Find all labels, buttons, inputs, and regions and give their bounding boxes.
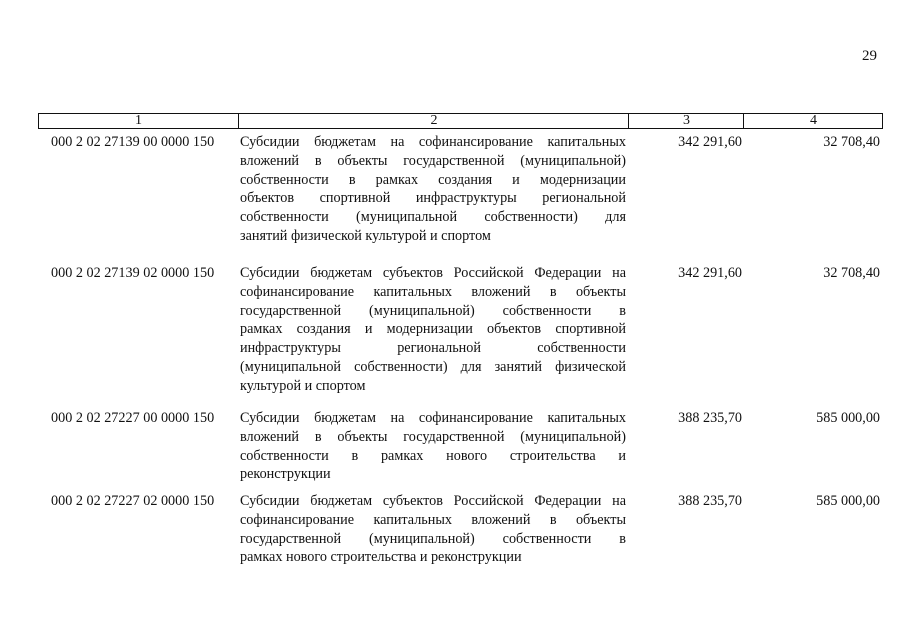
description-line: Субсидии бюджетам на софинансирование капитальных <box>240 134 626 150</box>
description-line: Субсидии бюджетам на софинансирование капитальных <box>240 410 626 426</box>
value-col-3: 388 235,70 <box>678 410 742 426</box>
description-line: рамках создания и модернизации объектов спортивной <box>240 321 626 338</box>
budget-code: 000 2 02 27139 02 0000 150 <box>51 265 215 281</box>
description-line: софинансирование капитальных вложений в объекты <box>240 283 626 300</box>
row-description <box>240 133 626 246</box>
budget-code: 000 2 02 27227 02 0000 150 <box>51 493 215 509</box>
row-description <box>240 409 626 484</box>
value-col-4: 585 000,00 <box>816 410 880 426</box>
value-col-3: 388 235,70 <box>678 493 742 509</box>
table-row <box>38 264 883 399</box>
table-row <box>38 133 883 248</box>
budget-code: 000 2 02 27227 00 0000 150 <box>51 410 215 426</box>
value-col-4: 32 708,40 <box>823 265 880 281</box>
value-col-4: 32 708,40 <box>823 134 880 150</box>
row-description <box>240 492 626 567</box>
header-col-4: 4 <box>743 114 883 128</box>
description-line: объектов спортивной инфраструктуры региональной <box>240 190 626 207</box>
description-line: собственности в рамках нового строительства и <box>240 447 626 464</box>
description-line: инфраструктуры региональной собственности <box>240 340 626 357</box>
description-line: государственной (муниципальной) собственности в <box>240 302 626 319</box>
header-col-1: 1 <box>135 113 142 128</box>
table-row <box>38 409 883 489</box>
row-description <box>240 264 626 396</box>
value-col-3: 342 291,60 <box>678 134 742 150</box>
description-line: рамках нового строительства и реконструкции <box>240 549 522 566</box>
description-line: культурой и спортом <box>240 377 366 394</box>
header-col-2: 2 <box>238 114 629 128</box>
description-line: вложений в объекты государственной (муниципальной) <box>240 428 626 445</box>
description-line: софинансирование капитальных вложений в объекты <box>240 511 626 528</box>
table-header-row <box>38 113 883 129</box>
value-col-3: 342 291,60 <box>678 265 742 281</box>
description-line: государственной (муниципальной) собственности в <box>240 530 626 547</box>
page-number: 29 <box>862 48 877 64</box>
description-line: Субсидии бюджетам субъектов Российской Федерации на <box>240 265 626 281</box>
description-line: вложений в объекты государственной (муниципальной) <box>240 152 626 169</box>
description-line: собственности (муниципальной собственности) для <box>240 209 626 226</box>
table-row <box>38 492 883 572</box>
value-col-4: 585 000,00 <box>816 493 880 509</box>
description-line: занятий физической культурой и спортом <box>240 227 491 244</box>
budget-code: 000 2 02 27139 00 0000 150 <box>51 134 215 150</box>
description-line: реконструкции <box>240 466 331 483</box>
description-line: собственности в рамках создания и модернизации <box>240 171 626 188</box>
description-line: (муниципальной собственности) для занятий физической <box>240 358 626 375</box>
header-col-3: 3 <box>628 114 744 128</box>
description-line: Субсидии бюджетам субъектов Российской Федерации на <box>240 493 626 509</box>
